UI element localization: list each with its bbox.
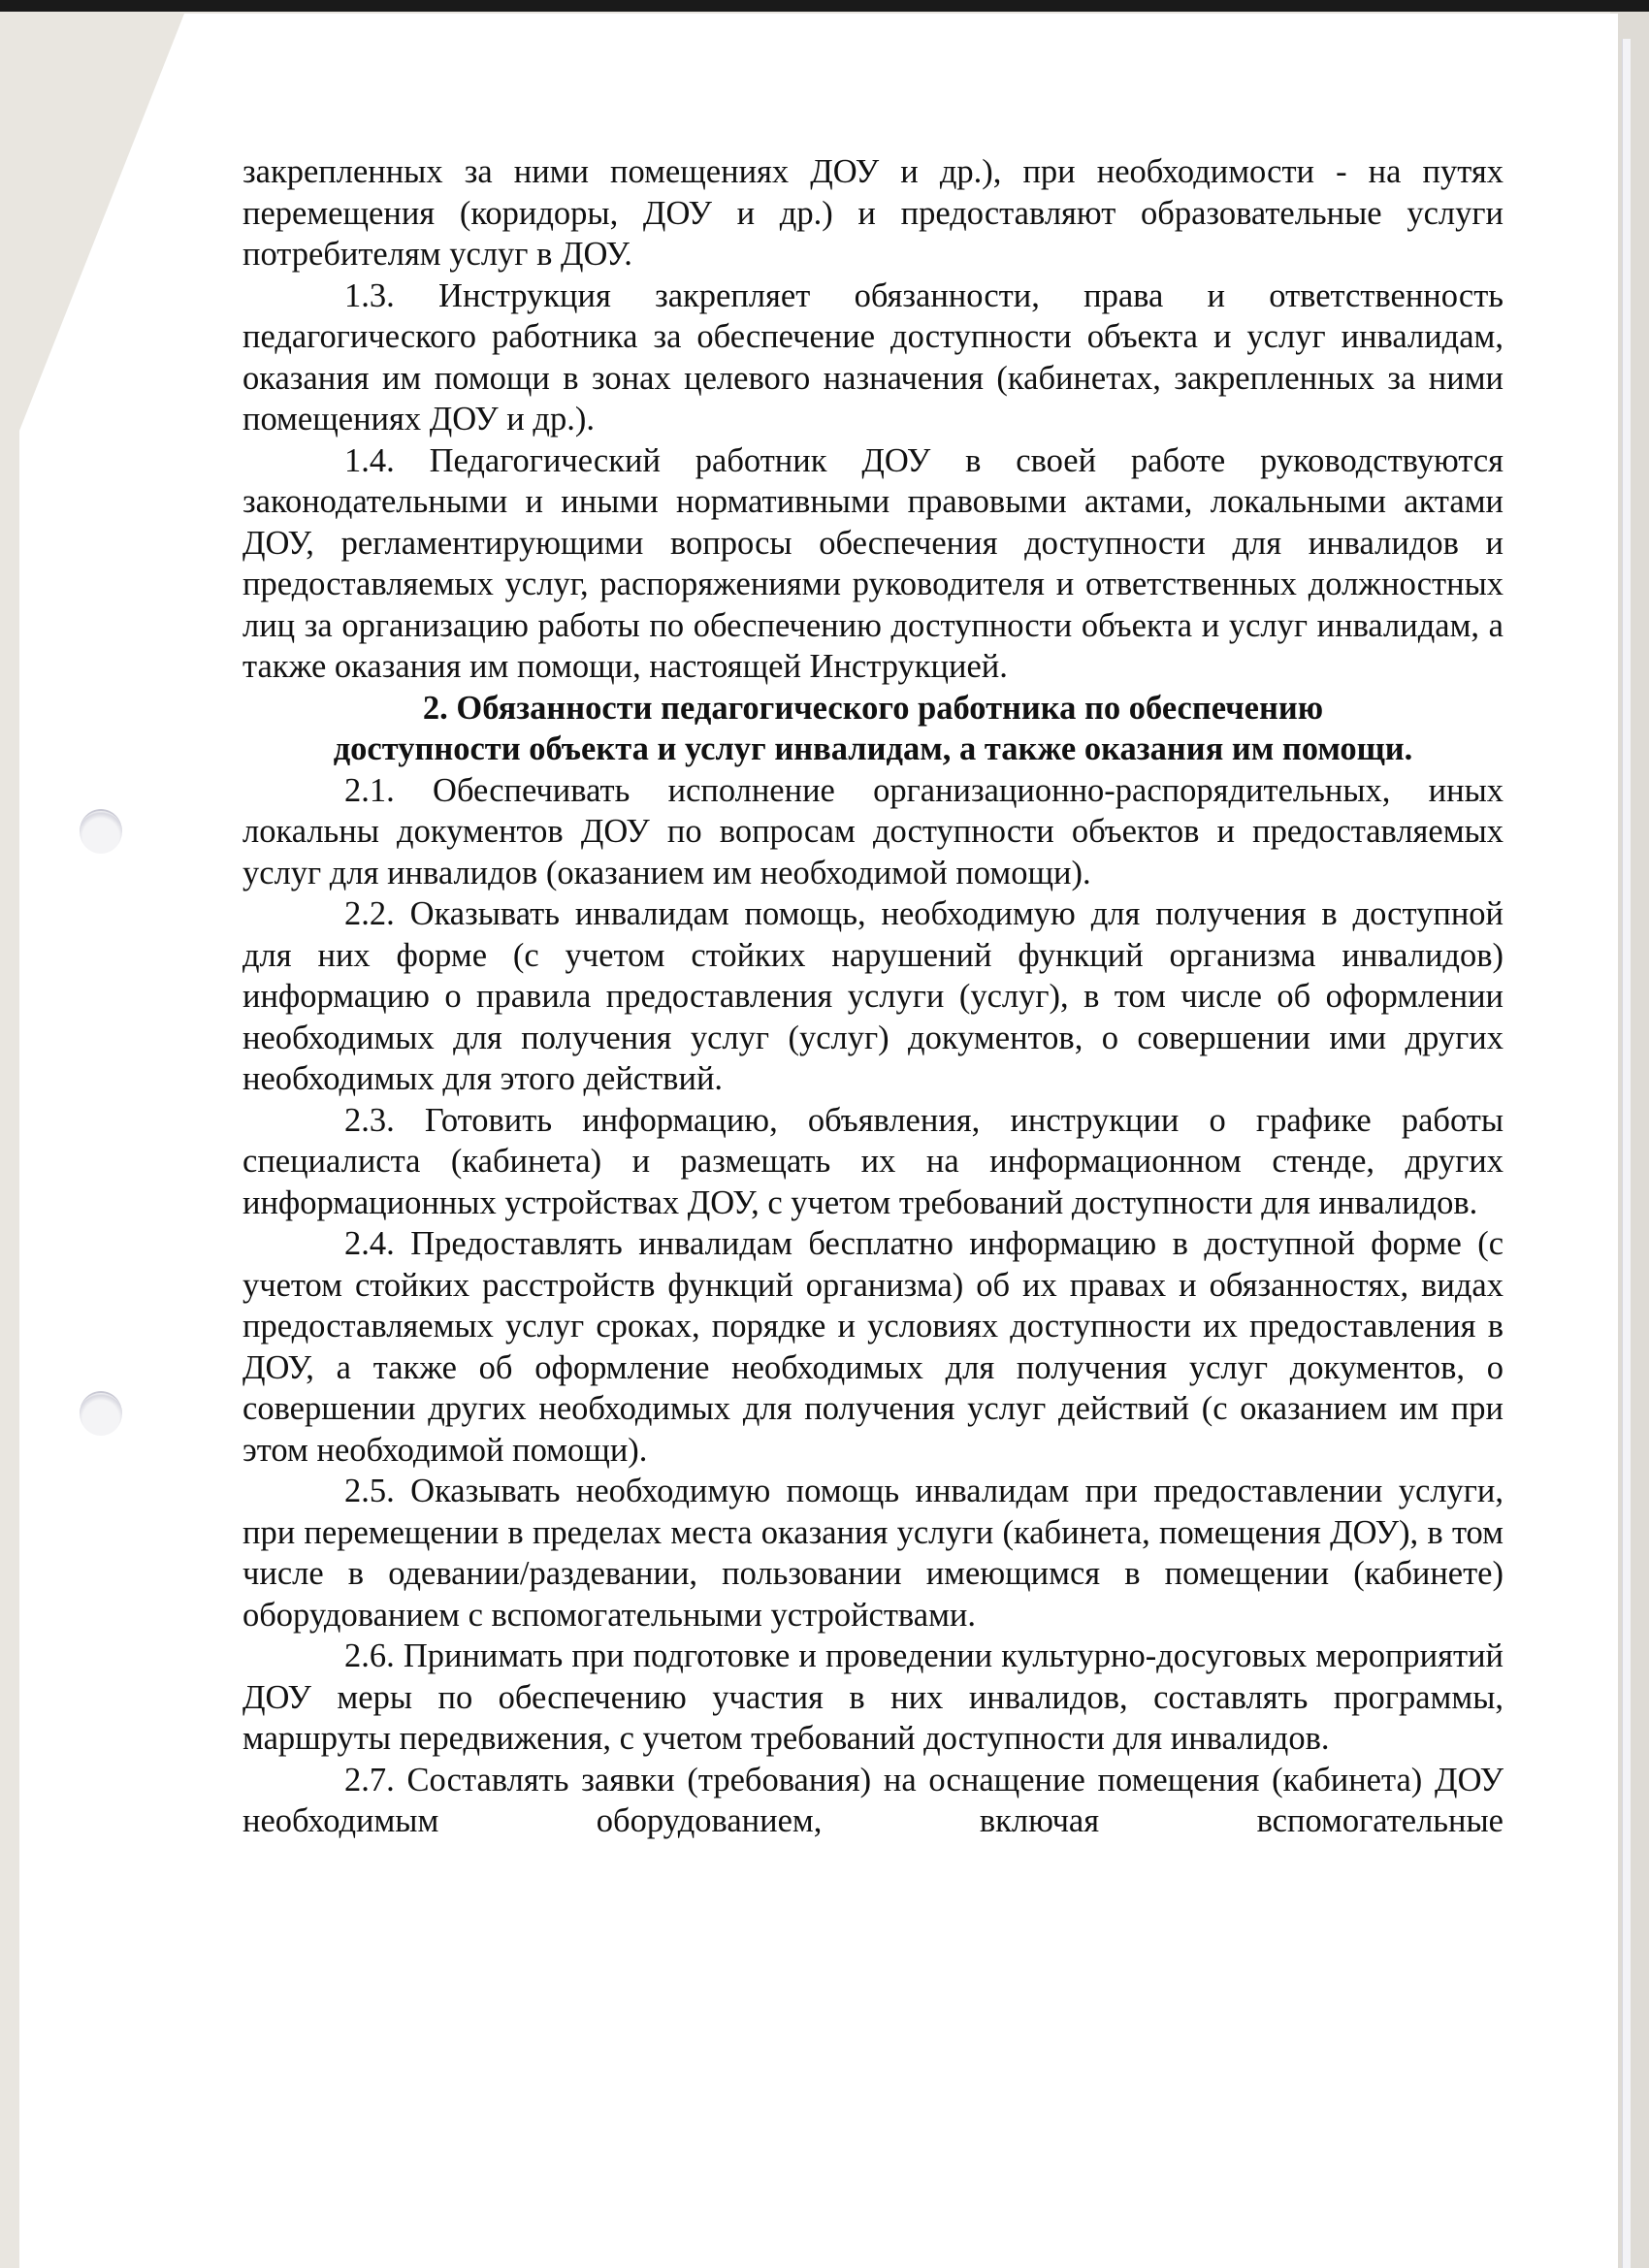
section-2-heading: [242, 688, 1504, 770]
clause-2-4: [242, 1223, 1504, 1471]
clause-text: Предоставлять инвалидам бесплатно информацию в доступной форме (с учетом стойких расстройств функций организма) об их правах и обязанностях, видах предоставляемых услуг сроках, порядке и условиях доступности их предоставления в ДОУ, а также об оформление необходимых для получения услуг документов, о совершении других необходимых для получения услуг действий (с оказанием им при этом необходимой помощи).: [242, 1225, 1504, 1469]
clause-number: 2.4.: [344, 1225, 395, 1262]
clause-2-5: [242, 1471, 1504, 1636]
clause-text: Обеспечивать исполнение организационно-распорядительных, иных локальны документов ДОУ по вопросам доступности объектов и предоставляемых услуг для инвалидов (оказанием им необходимой помощи).: [242, 771, 1504, 891]
clause-text: Готовить информацию, объявления, инструкции о графике работы специалиста (кабинета) и размещать их на информационном стенде, других информационных устройствах ДОУ, с учетом требований доступности для инвалидов.: [242, 1101, 1504, 1221]
clause-text: Оказывать необходимую помощь инвалидам при предоставлении услуги, при перемещении в пределах места оказания услуги (кабинета, помещения ДОУ), в том числе в одевании/раздевании, пользовании имеющимся в помещении (кабинете) оборудованием с вспомогательными устройствами.: [242, 1473, 1504, 1634]
clause-2-3: [242, 1100, 1504, 1224]
clause-number: 2.3.: [344, 1101, 395, 1139]
clause-1-4: [242, 440, 1504, 688]
clause-number: 1.3.: [344, 276, 395, 314]
heading-line-1: 2. Обязанности педагогического работника по обеспечению: [422, 689, 1324, 727]
clause-number: 2.7.: [344, 1761, 395, 1798]
clause-text: Принимать при подготовке и проведении культурно-досуговых мероприятий ДОУ меры по обеспечению участия в них инвалидов, составлять программы, маршруты передвижения, с учетом требований доступности для инвалидов.: [242, 1637, 1504, 1757]
punch-hole: [80, 809, 122, 854]
clause-number: 2.1.: [344, 771, 395, 809]
clause-2-2: [242, 893, 1504, 1100]
clause-number: 2.6.: [344, 1637, 395, 1674]
clause-1-3: [242, 275, 1504, 440]
stacked-page-edge: [1622, 39, 1631, 2268]
clause-2-1: [242, 770, 1504, 894]
clause-2-7: [242, 1760, 1504, 1842]
clause-text: Составлять заявки (требования) на оснащение помещения (кабинета) ДОУ необходимым оборудованием, включая вспомогательные: [242, 1761, 1504, 1839]
clause-text: Инструкция закрепляет обязанности, права и ответственность педагогического работника за обеспечение доступности объекта и услуг инвалидам, оказания им помощи в зонах целевого назначения (кабинетах, закрепленных за ними помещениях ДОУ и др.).: [242, 276, 1504, 437]
clause-number: 1.4.: [344, 441, 395, 479]
punch-hole: [80, 1391, 122, 1436]
clause-number: 2.2.: [344, 895, 395, 932]
continuation-paragraph: закрепленных за ними помещениях ДОУ и др.), при необходимости - на путях перемещения (коридоры, ДОУ и др.) и предоставляют образовательные услуги потребителям услуг в ДОУ.: [242, 153, 1504, 273]
clause-number: 2.5.: [344, 1473, 395, 1509]
document-body: [242, 151, 1504, 1842]
clause-text: Педагогический работник ДОУ в своей работе руководствуются законодательными и иными нормативными правовыми актами, локальными актами ДОУ, регламентирующими вопросы обеспечения доступности для инвалидов и предоставляемых услуг, распоряжениями руководителя и ответственных должностных лиц за организацию работы по обеспечению доступности объекта и услуг инвалидам, а также оказания им помощи, настоящей Инструкцией.: [242, 441, 1504, 685]
clause-text: Оказывать инвалидам помощь, необходимую для получения в доступной для них форме (с учетом стойких нарушений функций организма инвалидов) информацию о правила предоставления услуги (услуг), в том числе об оформлении необходимых для получения услуг (услуг) документов, о совершении ими других необходимых для этого действий.: [242, 895, 1504, 1097]
heading-line-2: доступности объекта и услуг инвалидам, а также оказания им помощи.: [333, 730, 1413, 767]
clause-2-6: [242, 1636, 1504, 1760]
